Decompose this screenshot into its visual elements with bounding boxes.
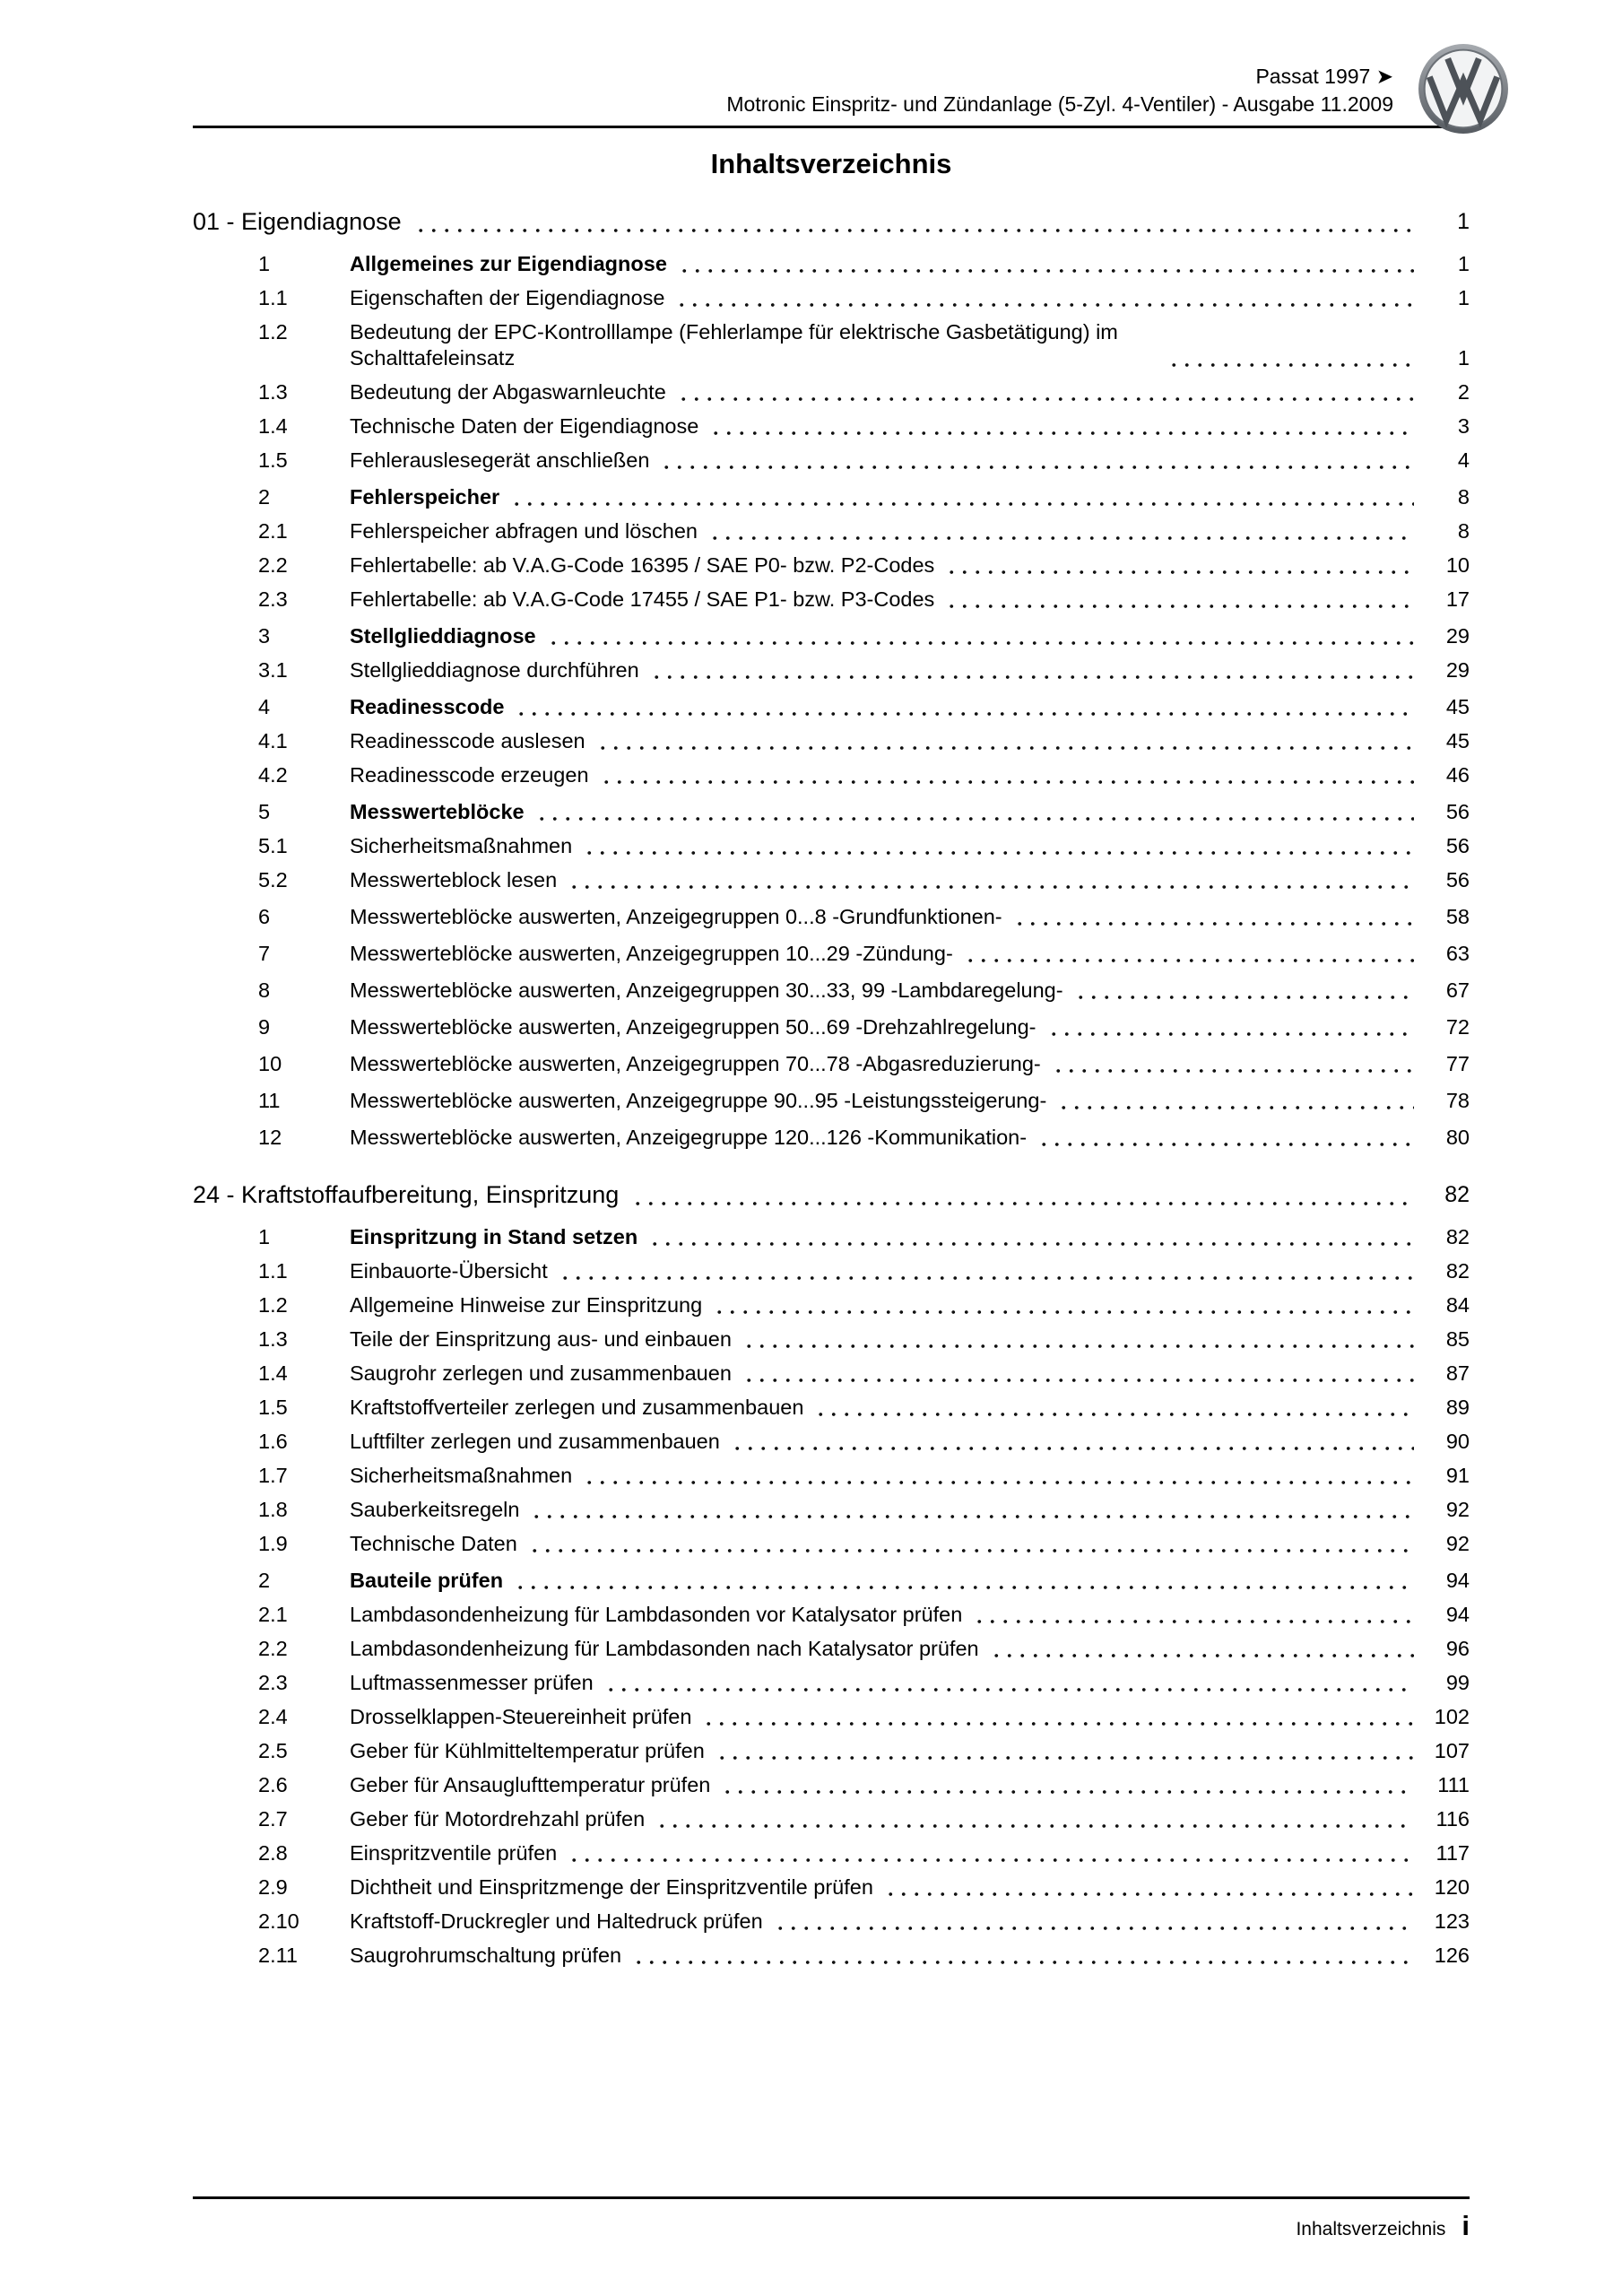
leader-dots <box>702 1707 1414 1730</box>
toc-entry-number: 11 <box>258 1089 281 1112</box>
leader-dots <box>1013 907 1414 930</box>
toc-chapter-title: 24 - Kraftstoffaufbereitung, Einspritzung <box>193 1181 620 1208</box>
vw-logo-icon <box>1418 43 1509 135</box>
toc-entry <box>193 694 1470 720</box>
toc-entry-page: 56 <box>1445 800 1470 823</box>
toc-entry-page: 120 <box>1434 1875 1470 1899</box>
toc-entry-title: Sicherheitsmaßnahmen <box>350 834 573 857</box>
leader-dots <box>528 1534 1414 1557</box>
toc-entry <box>193 379 1470 405</box>
toc-entry <box>193 1602 1470 1628</box>
toc-entry-title: Messwerteblöcke auswerten, Anzeigegruppen 50...69 -Drehzahlregelung- <box>350 1015 1037 1039</box>
toc-entry-number: 2.3 <box>258 1671 288 1694</box>
toc-entry <box>193 518 1470 544</box>
leader-dots <box>675 288 1414 311</box>
toc-entry-page: 77 <box>1445 1052 1470 1075</box>
leader-dots <box>559 1261 1414 1284</box>
toc-entry <box>193 1497 1470 1523</box>
toc-entry-page: 107 <box>1434 1739 1470 1762</box>
toc-entry <box>193 1014 1470 1040</box>
leader-dots <box>964 944 1414 967</box>
toc-entry-title: Lambdasondenheizung für Lambdasonden vor Katalysator prüfen <box>350 1603 963 1626</box>
toc-entry-title: Bauteile prüfen <box>350 1569 504 1592</box>
leader-dots <box>510 487 1414 510</box>
toc-entry-title: Dichtheit und Einspritzmenge der Einspritzventile prüfen <box>350 1875 873 1899</box>
leader-dots <box>709 416 1414 439</box>
toc-entry-title: Allgemeine Hinweise zur Einspritzung <box>350 1293 703 1317</box>
toc-entry-title: Fehlertabelle: ab V.A.G-Code 16395 / SAE P0- bzw. P2-Codes <box>350 553 935 577</box>
leader-dots <box>530 1500 1414 1523</box>
leader-dots <box>721 1775 1414 1798</box>
toc-entry <box>193 1125 1470 1151</box>
toc-entry-number: 1.7 <box>258 1464 288 1487</box>
toc-entry-title: Saugrohrumschaltung prüfen <box>350 1944 622 1967</box>
toc-entry <box>193 1463 1470 1489</box>
toc-entry-page: 90 <box>1445 1430 1470 1453</box>
toc-entry-page: 3 <box>1457 414 1470 438</box>
toc-entry-page: 80 <box>1445 1126 1470 1149</box>
toc-entry-number: 1.5 <box>258 448 288 472</box>
toc-entry-page: 91 <box>1445 1464 1470 1487</box>
toc-entry-number: 1 <box>258 1225 271 1248</box>
toc-entry-number: 5.2 <box>258 868 288 891</box>
toc-entry-page: 29 <box>1445 658 1470 682</box>
toc-entry <box>193 941 1470 967</box>
leader-dots <box>990 1639 1414 1662</box>
toc-entry <box>193 833 1470 859</box>
toc-entry-page: 17 <box>1445 587 1470 611</box>
toc-entry-number: 2.8 <box>258 1841 288 1865</box>
toc-chapter-page: 82 <box>1444 1182 1470 1207</box>
page-header <box>193 63 1470 128</box>
leader-dots <box>708 521 1414 544</box>
toc-entry-page: 116 <box>1436 1807 1470 1831</box>
toc-entry <box>193 904 1470 930</box>
leader-dots <box>1167 348 1414 371</box>
leader-dots <box>547 626 1414 649</box>
leader-dots <box>660 450 1414 474</box>
toc-entry <box>193 1429 1470 1455</box>
toc-entry <box>193 1051 1470 1077</box>
toc-entry-title: Kraftstoff-Druckregler und Haltedruck prüfen <box>350 1909 763 1933</box>
toc-entry-number: 1.4 <box>258 414 288 438</box>
toc-entry-number: 4 <box>258 695 271 718</box>
toc-entry-number: 2.4 <box>258 1705 288 1728</box>
toc-entry-title: Einspritzventile prüfen <box>350 1841 558 1865</box>
toc-entry-page: 8 <box>1457 519 1470 543</box>
toc-entry-number: 2.1 <box>258 1603 288 1626</box>
toc-entry-page: 1 <box>1457 252 1470 275</box>
leader-dots <box>677 382 1414 405</box>
toc-entry-number: 1.1 <box>258 286 288 309</box>
toc-entry-number: 1.2 <box>258 1293 288 1317</box>
toc-entry-page: 82 <box>1445 1225 1470 1248</box>
toc-entry-title: Geber für Kühlmitteltemperatur prüfen <box>350 1739 705 1762</box>
toc-entry <box>193 552 1470 578</box>
toc-entry <box>193 1636 1470 1662</box>
leader-dots <box>774 1911 1414 1935</box>
toc-entry-page: 4 <box>1457 448 1470 472</box>
toc-entry-title: Einspritzung in Stand setzen <box>350 1225 638 1248</box>
toc-entry-number: 8 <box>258 978 271 1002</box>
toc-entry-page: 89 <box>1445 1396 1470 1419</box>
toc-entry-number: 1.1 <box>258 1259 288 1283</box>
toc-entry-title: Geber für Ansauglufttemperatur prüfen <box>350 1773 711 1796</box>
toc-entry-title: Stellglieddiagnose durchführen <box>350 658 639 682</box>
toc-entry <box>193 799 1470 825</box>
toc-entry <box>193 762 1470 788</box>
toc-entry-number: 2.5 <box>258 1739 288 1762</box>
toc-entry-page: 1 <box>1457 286 1470 309</box>
toc-entry-title: Eigenschaften der Eigendiagnose <box>350 286 665 309</box>
toc-entry <box>193 448 1470 474</box>
toc-entry-title: Technische Daten der Eigendiagnose <box>350 414 699 438</box>
toc-entry-page: 8 <box>1457 485 1470 509</box>
toc-entry-title: Fehlerspeicher abfragen und löschen <box>350 519 698 543</box>
toc-entry-page: 78 <box>1445 1089 1470 1112</box>
toc-entry-title: Fehlerspeicher <box>350 485 500 509</box>
toc-entry-number: 2.6 <box>258 1773 288 1796</box>
toc-entry-title: Allgemeines zur Eigendiagnose <box>350 252 667 275</box>
toc-entry-page: 1 <box>1457 346 1470 370</box>
toc-entry-page: 63 <box>1445 942 1470 965</box>
toc-entry <box>193 1670 1470 1696</box>
leader-dots <box>514 1570 1414 1594</box>
toc-entry <box>193 587 1470 613</box>
toc-entry-number: 1.6 <box>258 1430 288 1453</box>
toc-entry-number: 9 <box>258 1015 271 1039</box>
manual-subtitle: Motronic Einspritz- und Zündanlage (5-Zyl. 4-Ventiler) - Ausgabe 11.2009 <box>726 92 1393 116</box>
toc-entry-page: 102 <box>1434 1705 1470 1728</box>
leader-dots <box>1052 1054 1414 1077</box>
toc-entry-title: Luftmassenmesser prüfen <box>350 1671 594 1694</box>
leader-dots <box>604 1673 1414 1696</box>
leader-dots <box>655 1809 1414 1832</box>
toc-entry-number: 2 <box>258 1569 271 1592</box>
leader-dots <box>945 589 1414 613</box>
toc-entry-title: Stellglieddiagnose <box>350 624 536 648</box>
toc-entry-number: 4.2 <box>258 763 288 787</box>
leader-dots <box>583 1465 1414 1489</box>
leader-dots <box>1057 1091 1414 1114</box>
toc-entry <box>193 1806 1470 1832</box>
toc-entry-page: 10 <box>1445 553 1470 577</box>
toc-entry-page: 45 <box>1445 729 1470 752</box>
toc-chapter <box>193 1179 1470 1210</box>
toc-chapter <box>193 206 1470 237</box>
toc-entry-title: Messwerteblöcke auswerten, Anzeigegruppe 90...95 -Leistungssteigerung- <box>350 1089 1047 1112</box>
toc-entry <box>193 285 1470 311</box>
leader-dots <box>535 802 1414 825</box>
leader-dots <box>1047 1017 1414 1040</box>
toc-entry-title: Fehlertabelle: ab V.A.G-Code 17455 / SAE P1- bzw. P3-Codes <box>350 587 935 611</box>
toc-entry <box>193 1395 1470 1421</box>
toc-entry <box>193 251 1470 277</box>
toc-entry-number: 1 <box>258 252 271 275</box>
toc-entry-page: 92 <box>1445 1532 1470 1555</box>
toc-entry-number: 2.10 <box>258 1909 299 1933</box>
toc-entry-title: Messwerteblöcke auswerten, Anzeigegruppen 10...29 -Zündung- <box>350 942 953 965</box>
toc-entry-page: 82 <box>1445 1259 1470 1283</box>
leader-dots <box>731 1431 1414 1455</box>
toc-entry <box>193 413 1470 439</box>
toc-entry-title: Einbauorte-Übersicht <box>350 1259 548 1283</box>
toc-entry-number: 1.3 <box>258 380 288 404</box>
toc-entry-page: 99 <box>1445 1671 1470 1694</box>
toc-entry <box>193 1772 1470 1798</box>
toc-entry-title: Sauberkeitsregeln <box>350 1498 520 1521</box>
toc-entry-page: 94 <box>1445 1569 1470 1592</box>
toc-entry-number: 5 <box>258 800 271 823</box>
toc-entry-title: Messwerteblöcke <box>350 800 525 823</box>
toc-entry-number: 2.2 <box>258 553 288 577</box>
leader-dots <box>583 836 1414 859</box>
toc-entry-page: 87 <box>1445 1361 1470 1385</box>
leader-dots <box>742 1329 1414 1352</box>
toc-entry-page: 123 <box>1434 1909 1470 1933</box>
toc-entry-number: 2.2 <box>258 1637 288 1660</box>
toc-entry-number: 2.1 <box>258 519 288 543</box>
toc-entry-page: 94 <box>1445 1603 1470 1626</box>
toc-entry-page: 56 <box>1445 868 1470 891</box>
toc-entry <box>193 319 1470 371</box>
toc-entry-title: Kraftstoffverteiler zerlegen und zusammenbauen <box>350 1396 804 1419</box>
toc-entry-title: Messwerteblöcke auswerten, Anzeigegruppen 0...8 -Grundfunktionen- <box>350 905 1002 928</box>
leader-dots <box>568 1843 1414 1866</box>
toc-entry <box>193 623 1470 649</box>
toc-entry <box>193 1531 1470 1557</box>
toc-entry-title: Technische Daten <box>350 1532 517 1555</box>
toc-entry-number: 2.11 <box>258 1944 298 1967</box>
model-designation: Passat 1997 ➤ <box>1255 65 1393 88</box>
leader-dots <box>632 1945 1414 1969</box>
leader-dots <box>678 254 1414 277</box>
footer-label: Inhaltsverzeichnis <box>1296 2219 1446 2239</box>
toc-entry-title: Messwerteblöcke auswerten, Anzeigegruppen 70...78 -Abgasreduzierung- <box>350 1052 1041 1075</box>
toc-entry-number: 12 <box>258 1126 282 1149</box>
toc-entry <box>193 657 1470 683</box>
toc-entry-title: Readinesscode <box>350 695 505 718</box>
toc-entry <box>193 1704 1470 1730</box>
toc-entry <box>193 1292 1470 1318</box>
leader-dots <box>1037 1127 1414 1151</box>
toc-entry-number: 10 <box>258 1052 282 1075</box>
toc-entry-title: Geber für Motordrehzahl prüfen <box>350 1807 646 1831</box>
toc-entry <box>193 978 1470 1004</box>
toc-entry <box>193 1326 1470 1352</box>
toc-entry-number: 1.2 <box>258 320 288 344</box>
toc-entry <box>193 484 1470 510</box>
toc-entry <box>193 1738 1470 1764</box>
toc-entry <box>193 1840 1470 1866</box>
toc-entry-number: 2.7 <box>258 1807 288 1831</box>
toc-entry-title: Messwerteblock lesen <box>350 868 558 891</box>
page-title: Inhaltsverzeichnis <box>710 148 952 179</box>
toc-entry-title: Readinesscode auslesen <box>350 729 585 752</box>
leader-dots <box>515 697 1414 720</box>
leader-dots <box>1074 980 1414 1004</box>
toc-entry-page: 72 <box>1445 1015 1470 1039</box>
toc-entry-page: 29 <box>1445 624 1470 648</box>
toc-entry-number: 2.9 <box>258 1875 288 1899</box>
toc-entry-title: Saugrohr zerlegen und zusammenbauen <box>350 1361 732 1385</box>
toc-entry-title: Messwerteblöcke auswerten, Anzeigegruppen 30...33, 99 -Lambdaregelung- <box>350 978 1063 1002</box>
leader-dots <box>568 870 1414 893</box>
toc-entry <box>193 1224 1470 1250</box>
toc-entry-number: 3.1 <box>258 658 288 682</box>
toc <box>193 197 1470 1977</box>
toc-entry-page: 56 <box>1445 834 1470 857</box>
footer-page-number: i <box>1462 2210 1470 2241</box>
toc-entry <box>193 867 1470 893</box>
toc-entry-title: Luftfilter zerlegen und zusammenbauen <box>350 1430 720 1453</box>
toc-entry-page: 92 <box>1445 1498 1470 1521</box>
toc-entry-page: 96 <box>1445 1637 1470 1660</box>
toc-entry-number: 5.1 <box>258 834 288 857</box>
toc-entry-page: 85 <box>1445 1327 1470 1351</box>
toc-entry-page: 117 <box>1436 1841 1470 1865</box>
toc-entry-number: 1.3 <box>258 1327 288 1351</box>
toc-entry-page: 58 <box>1445 905 1470 928</box>
toc-entry-title: Teile der Einspritzung aus- und einbauen <box>350 1327 732 1351</box>
toc-entry-number: 1.4 <box>258 1361 288 1385</box>
leader-dots <box>631 1187 1414 1210</box>
toc-chapter-title: 01 - Eigendiagnose <box>193 208 402 235</box>
toc-entry-number: 4.1 <box>258 729 288 752</box>
toc-entry <box>193 1088 1470 1114</box>
leader-dots <box>884 1877 1414 1900</box>
leader-dots <box>814 1397 1414 1421</box>
toc-entry-number: 2 <box>258 485 271 509</box>
toc-entry <box>193 1943 1470 1969</box>
toc-entry-page: 2 <box>1457 380 1470 404</box>
toc-entry-number: 6 <box>258 905 271 928</box>
leader-dots <box>650 660 1414 683</box>
leader-dots <box>648 1227 1414 1250</box>
toc-entry-number: 7 <box>258 942 271 965</box>
toc-entry <box>193 1258 1470 1284</box>
toc-entry <box>193 1874 1470 1900</box>
toc-entry-page: 67 <box>1445 978 1470 1002</box>
toc-entry-number: 1.8 <box>258 1498 288 1521</box>
leader-dots <box>945 555 1414 578</box>
toc-entry-number: 1.5 <box>258 1396 288 1419</box>
toc-entry-title: Messwerteblöcke auswerten, Anzeigegruppe 120...126 -Kommunikation- <box>350 1126 1028 1149</box>
toc-entry-page: 46 <box>1445 763 1470 787</box>
toc-entry-title: Bedeutung der Abgaswarnleuchte <box>350 380 666 404</box>
toc-entry-title: Lambdasondenheizung für Lambdasonden nach Katalysator prüfen <box>350 1637 979 1660</box>
leader-dots <box>596 731 1414 754</box>
toc-entry-title: Readinesscode erzeugen <box>350 763 589 787</box>
toc-entry-page: 111 <box>1437 1773 1470 1796</box>
leader-dots <box>414 213 1414 237</box>
toc-entry-title: Fehlerauslesegerät anschließen <box>350 448 650 472</box>
toc-entry-title: Bedeutung der EPC-Kontrolllampe (Fehlerlampe für elektrische Gasbetätigung) im Schalttafeleinsatz <box>350 320 1118 370</box>
toc-entry <box>193 728 1470 754</box>
toc-entry-number: 1.9 <box>258 1532 288 1555</box>
toc-chapter-page: 1 <box>1457 209 1470 234</box>
page-footer <box>193 2196 1470 2242</box>
toc-entry-number: 2.3 <box>258 587 288 611</box>
leader-dots <box>713 1295 1414 1318</box>
toc-entry <box>193 1909 1470 1935</box>
leader-dots <box>973 1605 1414 1628</box>
leader-dots <box>716 1741 1414 1764</box>
toc-entry-page: 126 <box>1434 1944 1470 1967</box>
toc-entry-title: Sicherheitsmaßnahmen <box>350 1464 573 1487</box>
toc-entry <box>193 1568 1470 1594</box>
toc-entry-page: 84 <box>1445 1293 1470 1317</box>
toc-entry-number: 3 <box>258 624 271 648</box>
toc-entry-page: 45 <box>1445 695 1470 718</box>
leader-dots <box>742 1363 1414 1387</box>
toc-entry-title: Drosselklappen-Steuereinheit prüfen <box>350 1705 692 1728</box>
toc-entry <box>193 1361 1470 1387</box>
leader-dots <box>600 765 1414 788</box>
